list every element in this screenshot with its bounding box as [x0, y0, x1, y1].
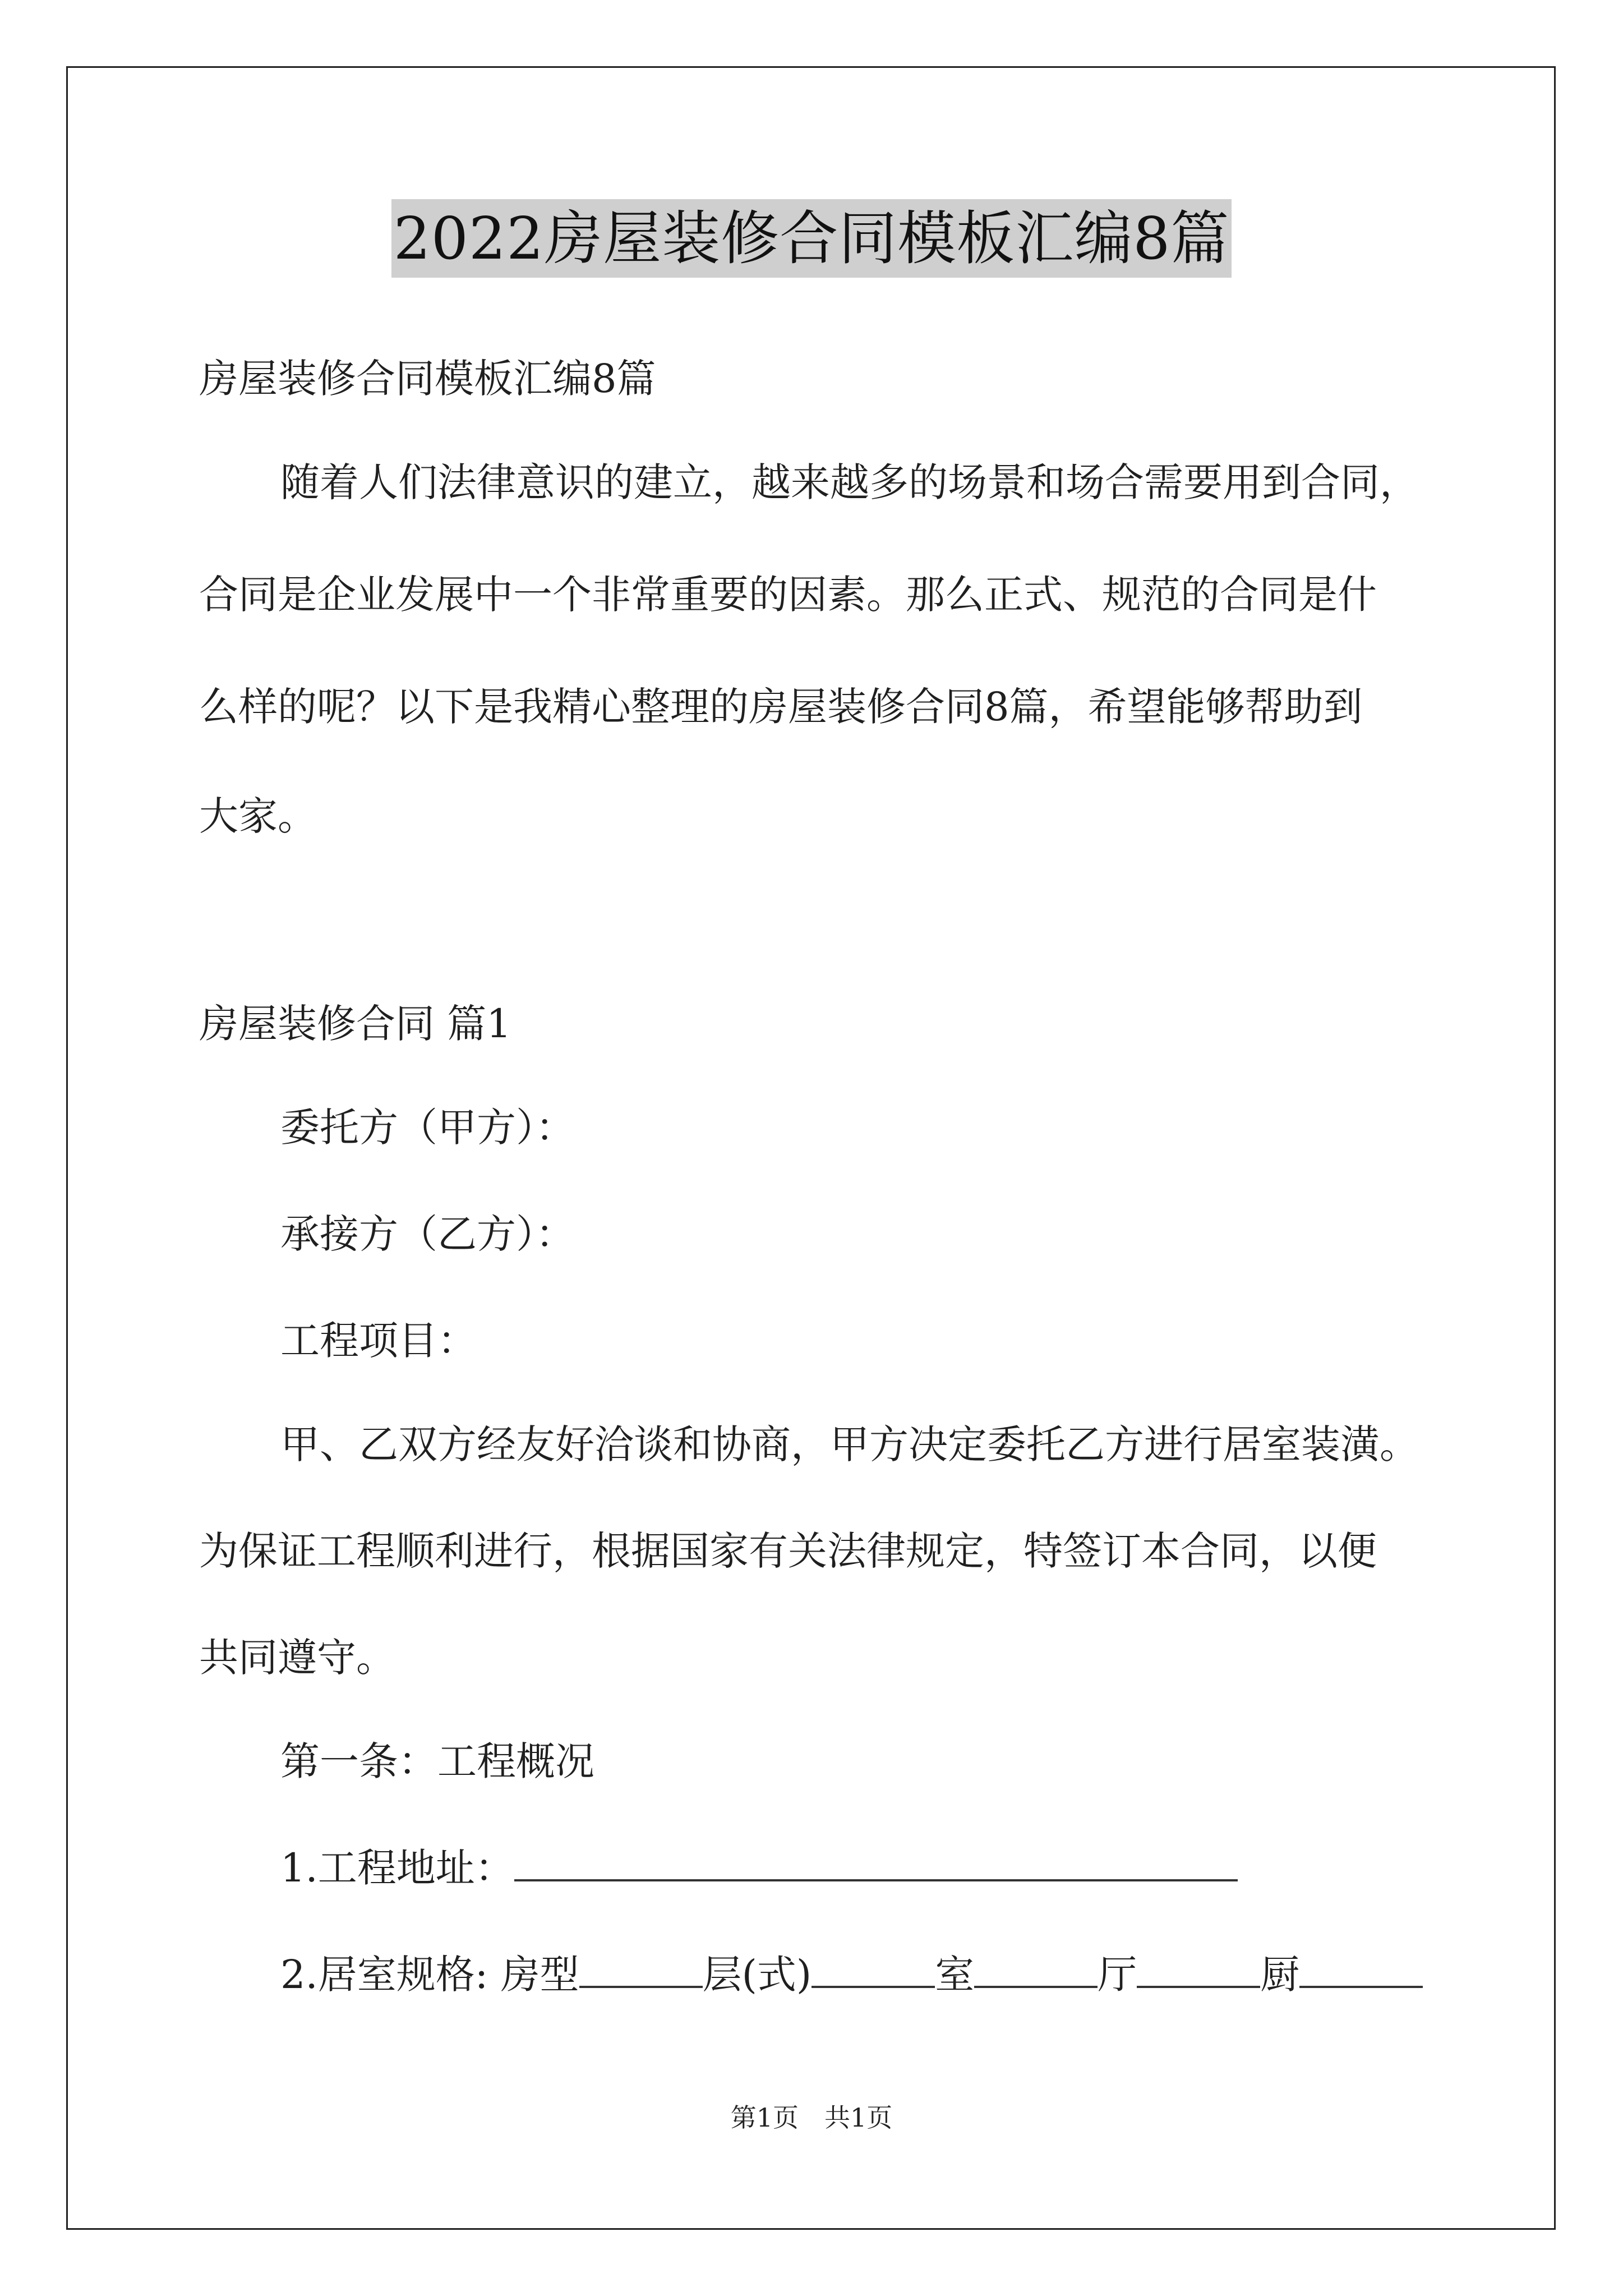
agreement-line-2: 为保证工程顺利进行，根据国家有关法律规定，特签订本合同，以便: [199, 1528, 1377, 1574]
address-blank: [514, 1840, 1238, 1881]
intro-line-1: 随着人们法律意识的建立，越来越多的场景和场合需要用到合同，: [280, 459, 1419, 505]
section-heading: 房屋装修合同 篇1: [199, 1001, 511, 1047]
hall-blank: [1137, 1947, 1260, 1988]
document-title: 2022房屋装修合同模板汇编8篇: [391, 199, 1232, 278]
article-1-heading: 第一条：工程概况: [280, 1738, 594, 1784]
party-a-line: 委托方（甲方）：: [280, 1105, 575, 1151]
project-line: 工程项目：: [280, 1318, 477, 1364]
room-blank: [974, 1947, 1098, 1988]
house-type-blank: [579, 1947, 703, 1988]
document-subtitle: 房屋装修合同模板汇编8篇: [199, 356, 656, 402]
hall-label: 厅: [1098, 1952, 1137, 1998]
kitchen-label: 厨: [1260, 1952, 1300, 1998]
address-row: [280, 1840, 1458, 1896]
party-b-line: 承接方（乙方）：: [280, 1211, 575, 1257]
page-footer: 第1页 共1页: [730, 2102, 893, 2133]
intro-line-4: 大家。: [199, 793, 317, 839]
agreement-line-3: 共同遵守。: [199, 1635, 395, 1681]
floor-blank: [811, 1947, 935, 1988]
room-spec-row: [280, 1947, 1458, 2003]
kitchen-blank: [1299, 1947, 1423, 1988]
agreement-line-1: 甲、乙双方经友好洽谈和协商，甲方决定委托乙方进行居室装潢。: [280, 1421, 1419, 1467]
room-spec-label: 2.居室规格: 房型: [280, 1952, 579, 1998]
intro-line-2: 合同是企业发展中一个非常重要的因素。那么正式、规范的合同是什: [199, 572, 1377, 618]
address-label: 1.工程地址：: [280, 1845, 514, 1891]
floor-label: 层(式): [702, 1952, 812, 1998]
intro-line-3: 么样的呢？以下是我精心整理的房屋装修合同8篇，希望能够帮助到: [199, 684, 1363, 730]
title-container: [0, 199, 1623, 278]
room-label: 室: [935, 1952, 975, 1998]
